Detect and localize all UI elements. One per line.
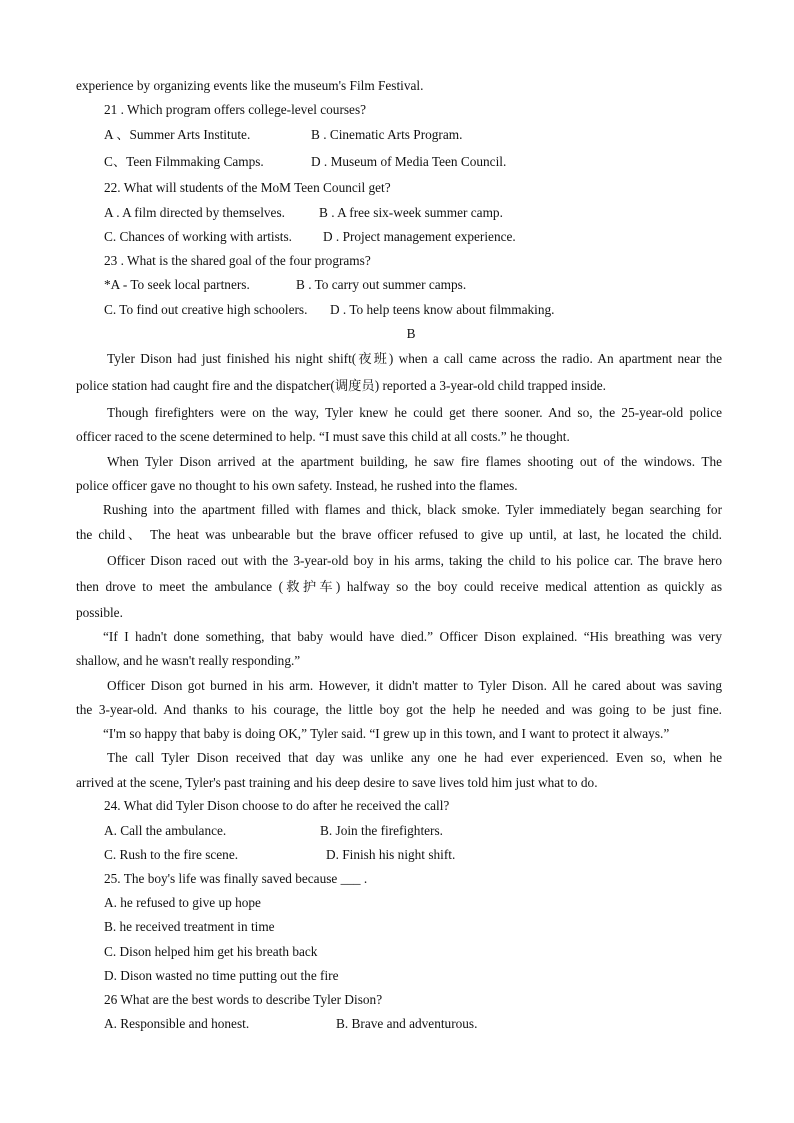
passage-b-p5-line2: then drove to meet the ambulance (救护车) halfway so the boy could receive medical attention as quickly as — [76, 579, 722, 594]
q21-stem: 21 . Which program offers college-level courses? — [104, 102, 367, 117]
q23-option-d: D . To help teens know about filmmaking. — [330, 302, 555, 317]
passage-b-p3-line2: police officer gave no thought to his own safety. Instead, he rushed into the flames. — [76, 478, 518, 493]
q24-stem: 24. What did Tyler Dison choose to do after he received the call? — [104, 798, 450, 813]
q24-option-b: B. Join the firefighters. — [320, 823, 443, 838]
passage-b-p8-line1: “I'm so happy that baby is doing OK,” Tyler said. “I grew up in this town, and I want to protect it always.” — [103, 726, 670, 741]
passage-b-p6-line2: shallow, and he wasn't really responding.” — [76, 653, 301, 668]
q23-option-c: C. To find out creative high schoolers. — [104, 302, 308, 317]
section-b-heading: B — [406, 326, 416, 341]
passage-b-p7-line1: Officer Dison got burned in his arm. However, it didn't matter to Tyler Dison. All he cared about was saving — [107, 678, 722, 693]
q24-option-a: A. Call the ambulance. — [104, 823, 227, 838]
q22-option-b: B . A free six-week summer camp. — [319, 205, 503, 220]
q21-option-b: B . Cinematic Arts Program. — [311, 127, 463, 142]
q21-option-d: D . Museum of Media Teen Council. — [311, 154, 507, 169]
q25-option-c: C. Dison helped him get his breath back — [104, 944, 318, 959]
q23-option-b: B . To carry out summer camps. — [296, 277, 467, 292]
q22-stem: 22. What will students of the MoM Teen Council get? — [104, 180, 391, 195]
passage-b-p2-line1: Though firefighters were on the way, Tyler knew he could get there sooner. And so, the 25-year-old police — [107, 405, 722, 420]
q24-option-c: C. Rush to the fire scene. — [104, 847, 239, 862]
q25-option-a: A. he refused to give up hope — [104, 895, 261, 910]
q26-option-a: A. Responsible and honest. — [104, 1016, 250, 1031]
passage-b-p1-line2: police station had caught fire and the dispatcher(调度员) reported a 3-year-old child trapped inside. — [76, 378, 606, 393]
passage-b-p6-line1: “If I hadn't done something, that baby would have died.” Officer Dison explained. “His breathing was very — [103, 629, 722, 644]
passage-b-p7-line2: the 3-year-old. And thanks to his courage, the little boy got the help he needed and was going to be just fine. — [76, 702, 722, 717]
q25-option-b: B. he received treatment in time — [104, 919, 275, 934]
passage-b-p3-line1: When Tyler Dison arrived at the apartment building, he saw fire flames shooting out of the windows. The — [107, 454, 722, 469]
q22-option-a: A . A film directed by themselves. — [104, 205, 285, 220]
q23-stem: 23 . What is the shared goal of the four programs? — [104, 253, 371, 268]
passage-b-p4-line2: the child、 The heat was unbearable but the brave officer refused to give up until, at last, he located the child. — [76, 527, 722, 542]
q26-option-b: B. Brave and adventurous. — [336, 1016, 478, 1031]
q23-option-a: *A - To seek local partners. — [104, 277, 250, 292]
q21-option-c: C、Teen Filmmaking Camps. — [104, 154, 264, 169]
q25-option-d: D. Dison wasted no time putting out the fire — [104, 968, 339, 983]
passage-b-p5-line3: possible. — [76, 605, 123, 620]
q21-option-a: A 、Summer Arts Institute. — [104, 127, 251, 142]
passage-b-p9-line2: arrived at the scene, Tyler's past training and his deep desire to save lives told him just what to do. — [76, 775, 598, 790]
passage-b-p4-line1: Rushing into the apartment filled with flames and thick, black smoke. Tyler immediately began searching for — [103, 502, 722, 517]
passage-a-tail-line: experience by organizing events like the museum's Film Festival. — [76, 78, 424, 93]
passage-b-p1-line1: Tyler Dison had just finished his night shift(夜班) when a call came across the radio. An apartment near the — [107, 351, 722, 366]
q26-stem: 26 What are the best words to describe Tyler Dison? — [104, 992, 383, 1007]
passage-b-p9-line1: The call Tyler Dison received that day was unlike any one he had ever experienced. Even so, when he — [107, 750, 722, 765]
passage-b-p5-line1: Officer Dison raced out with the 3-year-old boy in his arms, taking the child to his police car. The brave hero — [107, 553, 722, 568]
passage-b-p2-line2: officer raced to the scene determined to help. “I must save this child at all costs.” he thought. — [76, 429, 570, 444]
q22-option-c: C. Chances of working with artists. — [104, 229, 292, 244]
q25-stem: 25. The boy's life was finally saved because ___ . — [104, 871, 368, 886]
q22-option-d: D . Project management experience. — [323, 229, 516, 244]
q24-option-d: D. Finish his night shift. — [326, 847, 456, 862]
